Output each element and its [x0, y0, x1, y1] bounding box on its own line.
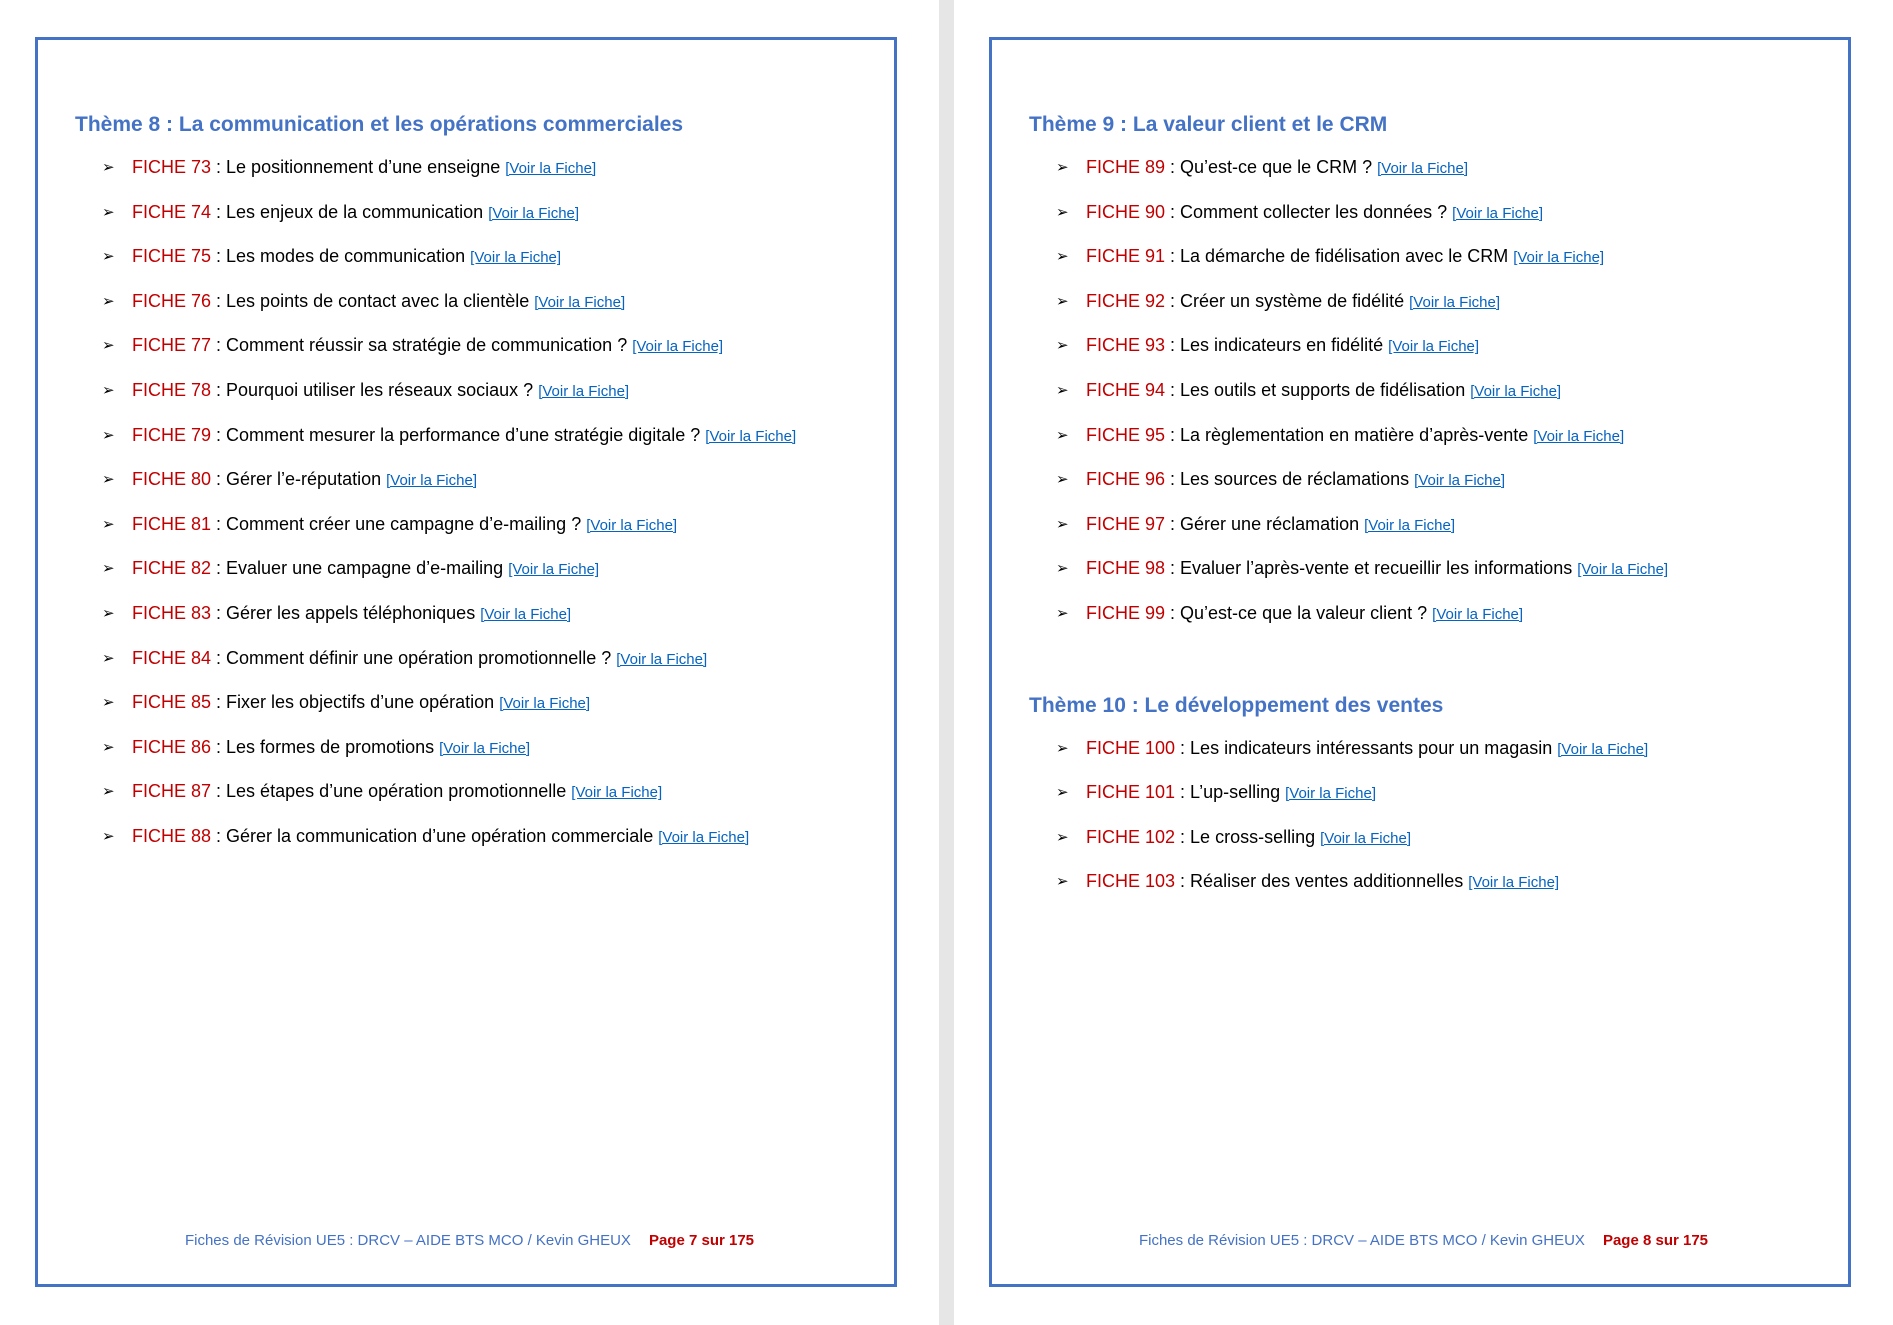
voir-la-fiche-link[interactable]: [Voir la Fiche]	[1577, 561, 1669, 579]
fiche-item	[1029, 860, 1789, 905]
fiche-number: FICHE 74	[132, 201, 212, 222]
fiche-number: FICHE 78	[132, 379, 212, 400]
fiche-number: FICHE 102	[1086, 826, 1176, 847]
fiche-item	[75, 592, 835, 637]
arrow-bullet-icon: ➢	[102, 694, 115, 712]
fiche-number: FICHE 89	[1086, 157, 1166, 177]
fiche-item	[75, 235, 835, 280]
fiche-title: : Créer un système de fidélité	[1165, 290, 1410, 311]
arrow-bullet-icon: ➢	[1056, 515, 1069, 533]
voir-la-fiche-link[interactable]: [Voir la Fiche]	[658, 828, 750, 846]
fiche-item	[75, 770, 835, 815]
fiche-list	[75, 146, 835, 860]
fiche-item	[1029, 547, 1789, 592]
fiche-item	[1029, 235, 1789, 280]
fiche-item	[75, 726, 835, 771]
page-content	[1029, 110, 1789, 905]
fiche-title: : Les indicateurs intéressants pour un magasin	[1175, 737, 1558, 758]
fiche-item	[75, 146, 835, 191]
voir-la-fiche-link[interactable]: [Voir la Fiche]	[534, 293, 626, 311]
fiche-number: FICHE 88	[132, 825, 212, 846]
voir-la-fiche-link[interactable]: [Voir la Fiche]	[1414, 472, 1506, 490]
fiche-title: : Comment définir une opération promotionnelle ?	[211, 647, 617, 668]
fiche-number: FICHE 81	[132, 513, 212, 534]
arrow-bullet-icon: ➢	[1056, 873, 1069, 891]
fiche-number: FICHE 77	[132, 335, 212, 356]
page-number: Page 7 sur 175	[648, 1232, 755, 1249]
fiche-title: : Gérer les appels téléphoniques	[211, 602, 481, 623]
fiche-item	[1029, 503, 1789, 548]
fiche-item	[75, 414, 835, 459]
arrow-bullet-icon: ➢	[102, 292, 115, 310]
fiche-title: : Fixer les objectifs d’une opération	[211, 692, 500, 713]
fiche-item	[75, 324, 835, 369]
fiche-number: FICHE 92	[1086, 290, 1166, 311]
voir-la-fiche-link[interactable]: [Voir la Fiche]	[1533, 427, 1625, 445]
arrow-bullet-icon: ➢	[102, 381, 115, 399]
fiche-item	[1029, 324, 1789, 369]
footer-text: Fiches de Révision UE5 : DRCV – AIDE BTS MCO / Kevin GHEUX	[1138, 1232, 1585, 1249]
arrow-bullet-icon: ➢	[1056, 203, 1069, 221]
voir-la-fiche-link[interactable]: [Voir la Fiche]	[505, 160, 597, 177]
fiche-number: FICHE 90	[1086, 201, 1166, 222]
voir-la-fiche-link[interactable]: [Voir la Fiche]	[538, 382, 630, 400]
arrow-bullet-icon: ➢	[1056, 471, 1069, 489]
fiche-number: FICHE 75	[132, 246, 212, 267]
theme-8-title: Thème 8 : La communication et les opérations commerciales	[75, 113, 684, 136]
fiche-item	[1029, 280, 1789, 325]
page-8	[954, 0, 1893, 1325]
fiche-list	[1029, 146, 1789, 637]
fiche-item	[1029, 191, 1789, 236]
fiche-title: : La démarche de fidélisation avec le CRM	[1165, 246, 1514, 267]
page-number: Page 8 sur 175	[1602, 1232, 1709, 1249]
voir-la-fiche-link[interactable]: [Voir la Fiche]	[705, 427, 797, 445]
arrow-bullet-icon: ➢	[102, 337, 115, 355]
fiche-number: FICHE 101	[1086, 782, 1176, 803]
voir-la-fiche-link[interactable]: [Voir la Fiche]	[1285, 785, 1376, 803]
fiche-title: : Le positionnement d’une enseigne	[211, 157, 506, 177]
arrow-bullet-icon: ➢	[102, 738, 115, 756]
fiche-number: FICHE 76	[132, 290, 212, 311]
voir-la-fiche-link[interactable]: [Voir la Fiche]	[1470, 382, 1562, 400]
arrow-bullet-icon: ➢	[1056, 604, 1069, 622]
fiche-number: FICHE 73	[132, 157, 212, 177]
arrow-bullet-icon: ➢	[102, 248, 115, 266]
fiche-item	[1029, 771, 1789, 816]
fiche-item	[1029, 816, 1789, 861]
fiche-number: FICHE 95	[1086, 424, 1166, 445]
fiche-item	[1029, 414, 1789, 459]
voir-la-fiche-link[interactable]: [Voir la Fiche]	[1409, 293, 1501, 311]
fiche-item	[75, 815, 835, 860]
arrow-bullet-icon: ➢	[102, 649, 115, 667]
fiche-item	[1029, 369, 1789, 414]
fiche-title: : Pourquoi utiliser les réseaux sociaux ?	[211, 379, 539, 400]
fiche-number: FICHE 103	[1086, 871, 1176, 892]
fiche-item	[1029, 146, 1789, 191]
fiche-number: FICHE 80	[132, 469, 212, 490]
arrow-bullet-icon: ➢	[1056, 337, 1069, 355]
fiche-title: : Gérer l’e-réputation	[211, 469, 387, 490]
voir-la-fiche-link[interactable]: [Voir la Fiche]	[632, 338, 724, 356]
voir-la-fiche-link[interactable]: [Voir la Fiche]	[1557, 740, 1649, 758]
fiche-title: : Comment créer une campagne d’e-mailing ?	[211, 513, 587, 534]
voir-la-fiche-link[interactable]: [Voir la Fiche]	[499, 695, 591, 713]
fiche-number: FICHE 86	[132, 736, 212, 757]
fiche-item	[75, 503, 835, 548]
fiche-number: FICHE 91	[1086, 246, 1166, 267]
voir-la-fiche-link[interactable]: [Voir la Fiche]	[1468, 874, 1560, 892]
voir-la-fiche-link[interactable]: [Voir la Fiche]	[1432, 605, 1524, 623]
fiche-item	[75, 547, 835, 592]
fiche-number: FICHE 97	[1086, 513, 1166, 534]
theme-9-title: Thème 9 : La valeur client et le CRM	[1029, 113, 1388, 136]
arrow-bullet-icon: ➢	[1056, 828, 1069, 846]
fiche-number: FICHE 79	[132, 424, 212, 445]
voir-la-fiche-link[interactable]: [Voir la Fiche]	[571, 784, 663, 802]
page-footer	[954, 1232, 1893, 1249]
fiche-item	[1029, 592, 1789, 637]
voir-la-fiche-link[interactable]: [Voir la Fiche]	[508, 561, 600, 579]
fiche-number: FICHE 100	[1086, 737, 1176, 758]
fiche-number: FICHE 94	[1086, 379, 1166, 400]
theme-10-title: Thème 10 : Le développement des ventes	[1029, 693, 1444, 717]
fiche-title: : Comment réussir sa stratégie de communication ?	[211, 335, 633, 356]
fiche-item	[75, 191, 835, 236]
fiche-title: : Les indicateurs en fidélité	[1165, 335, 1389, 356]
arrow-bullet-icon: ➢	[1056, 426, 1069, 444]
fiche-number: FICHE 82	[132, 558, 212, 579]
fiche-title: : La règlementation en matière d’après-vente	[1165, 424, 1534, 445]
fiche-title: : L’up-selling	[1175, 782, 1286, 803]
arrow-bullet-icon: ➢	[102, 159, 115, 176]
voir-la-fiche-link[interactable]: [Voir la Fiche]	[1513, 249, 1605, 267]
fiche-title: : Les formes de promotions	[211, 736, 440, 757]
page-content	[75, 110, 835, 860]
fiche-title: : Les points de contact avec la clientèle	[211, 290, 535, 311]
arrow-bullet-icon: ➢	[102, 515, 115, 533]
arrow-bullet-icon: ➢	[102, 471, 115, 489]
fiche-number: FICHE 84	[132, 647, 212, 668]
fiche-item	[1029, 727, 1789, 772]
fiche-title: : Gérer une réclamation	[1165, 513, 1365, 534]
fiche-title: : Qu’est-ce que la valeur client ?	[1165, 602, 1433, 623]
arrow-bullet-icon: ➢	[102, 827, 115, 845]
arrow-bullet-icon: ➢	[102, 783, 115, 801]
voir-la-fiche-link[interactable]: [Voir la Fiche]	[1452, 204, 1544, 222]
voir-la-fiche-link[interactable]: [Voir la Fiche]	[386, 472, 477, 490]
arrow-bullet-icon: ➢	[1056, 784, 1069, 802]
voir-la-fiche-link[interactable]: [Voir la Fiche]	[1320, 829, 1411, 847]
voir-la-fiche-link[interactable]: [Voir la Fiche]	[1364, 516, 1455, 534]
fiche-title: : Le cross-selling	[1175, 826, 1321, 847]
fiche-list	[1029, 727, 1789, 905]
fiche-title: : Les outils et supports de fidélisation	[1165, 379, 1471, 400]
fiche-title: : Réaliser des ventes additionnelles	[1175, 871, 1469, 892]
voir-la-fiche-link[interactable]: [Voir la Fiche]	[439, 739, 531, 757]
fiche-item	[75, 637, 835, 682]
fiche-item	[75, 280, 835, 325]
fiche-number: FICHE 93	[1086, 335, 1166, 356]
voir-la-fiche-link[interactable]: [Voir la Fiche]	[488, 204, 580, 222]
voir-la-fiche-link[interactable]: [Voir la Fiche]	[586, 516, 678, 534]
fiche-title: : Les enjeux de la communication	[211, 201, 489, 222]
fiche-title: : Comment collecter les données ?	[1165, 201, 1453, 222]
fiche-title: : Les étapes d’une opération promotionnelle	[211, 781, 572, 802]
fiche-title: : Les modes de communication	[211, 246, 471, 267]
fiche-number: FICHE 83	[132, 602, 212, 623]
arrow-bullet-icon: ➢	[102, 560, 115, 578]
page-7	[0, 0, 939, 1325]
fiche-title: : Les sources de réclamations	[1165, 469, 1415, 490]
fiche-number: FICHE 98	[1086, 558, 1166, 579]
fiche-title: : Gérer la communication d’une opération commerciale	[211, 825, 659, 846]
voir-la-fiche-link[interactable]: [Voir la Fiche]	[470, 249, 562, 267]
voir-la-fiche-link[interactable]: [Voir la Fiche]	[1388, 338, 1480, 356]
voir-la-fiche-link[interactable]: [Voir la Fiche]	[1377, 160, 1468, 177]
arrow-bullet-icon: ➢	[102, 604, 115, 622]
fiche-number: FICHE 85	[132, 692, 212, 713]
fiche-title: : Evaluer l’après-vente et recueillir les informations	[1165, 558, 1578, 579]
arrow-bullet-icon: ➢	[1056, 560, 1069, 578]
page-gutter	[939, 0, 954, 1325]
fiche-item	[75, 369, 835, 414]
footer-text: Fiches de Révision UE5 : DRCV – AIDE BTS MCO / Kevin GHEUX	[184, 1232, 631, 1249]
fiche-number: FICHE 99	[1086, 602, 1166, 623]
arrow-bullet-icon: ➢	[1056, 248, 1069, 266]
voir-la-fiche-link[interactable]: [Voir la Fiche]	[616, 650, 708, 668]
voir-la-fiche-link[interactable]: [Voir la Fiche]	[480, 605, 572, 623]
fiche-title: : Evaluer une campagne d’e-mailing	[211, 558, 509, 579]
fiche-item	[1029, 458, 1789, 503]
page-footer	[0, 1232, 939, 1249]
fiche-item	[75, 458, 835, 503]
fiche-number: FICHE 96	[1086, 469, 1166, 490]
arrow-bullet-icon: ➢	[1056, 739, 1069, 757]
arrow-bullet-icon: ➢	[1056, 292, 1069, 310]
fiche-title: : Comment mesurer la performance d’une stratégie digitale ?	[211, 424, 706, 445]
fiche-item	[75, 681, 835, 726]
arrow-bullet-icon: ➢	[1056, 159, 1069, 176]
arrow-bullet-icon: ➢	[102, 203, 115, 221]
arrow-bullet-icon: ➢	[1056, 381, 1069, 399]
arrow-bullet-icon: ➢	[102, 426, 115, 444]
fiche-title: : Qu’est-ce que le CRM ?	[1165, 157, 1378, 177]
fiche-number: FICHE 87	[132, 781, 212, 802]
